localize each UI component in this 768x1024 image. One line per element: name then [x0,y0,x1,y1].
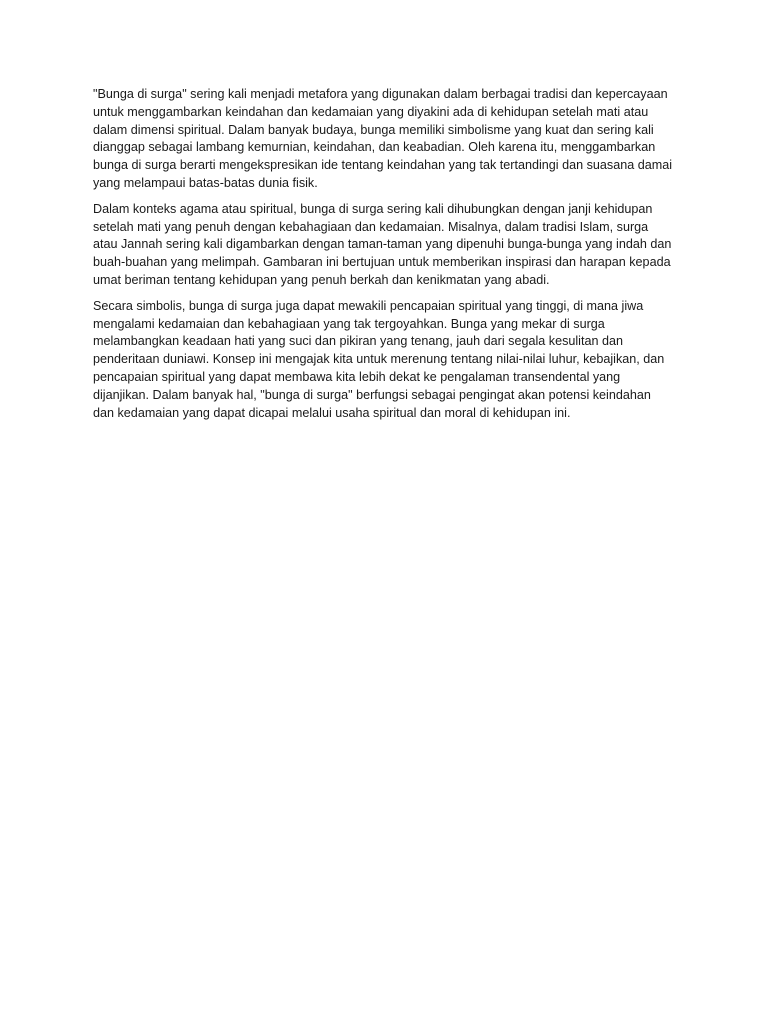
paragraph-3: Secara simbolis, bunga di surga juga dapat mewakili pencapaian spiritual yang tinggi, di mana jiwa mengalami kedamaian dan kebahagiaan yang tak tergoyahkan. Bunga yang mekar di surga melambangkan keadaan hati yang suci dan pikiran yang tenang, jauh dari segala kesulitan dan penderitaan duniawi. Konsep ini mengajak kita untuk merenung tentang nilai-nilai luhur, kebajikan, dan pencapaian spiritual yang dapat membawa kita lebih dekat ke pengalaman transendental yang dijanjikan. Dalam banyak hal, "bunga di surga" berfungsi sebagai pengingat akan potensi keindahan dan kedamaian yang dapat dicapai melalui usaha spiritual dan moral di kehidupan ini. [93,298,665,420]
document-body [93,86,673,430]
paragraph-1: "Bunga di surga" sering kali menjadi metafora yang digunakan dalam berbagai tradisi dan kepercayaan untuk menggambarkan keindahan dan kedamaian yang diyakini ada di kehidupan setelah mati atau dalam dimensi spiritual. Dalam banyak budaya, bunga memiliki simbolisme yang kuat dan sering kali dianggap sebagai lambang kemurnian, keindahan, dan keabadian. Oleh karena itu, menggambarkan bunga di surga berarti mengekspresikan ide tentang keindahan yang tak tertandingi dan suasana damai yang melampaui batas-batas dunia fisik. [93,87,673,190]
paragraph-2: Dalam konteks agama atau spiritual, bunga di surga sering kali dihubungkan dengan janji kehidupan setelah mati yang penuh dengan kebahagiaan dan kedamaian. Misalnya, dalam tradisi Islam, surga atau Jannah sering kali digambarkan dengan taman-taman yang dipenuhi bunga-bunga yang indah dan buah-buahan yang melimpah. Gambaran ini bertujuan untuk memberikan inspirasi dan harapan kepada umat beriman tentang kehidupan yang penuh berkah dan kenikmatan yang abadi. [93,201,672,287]
